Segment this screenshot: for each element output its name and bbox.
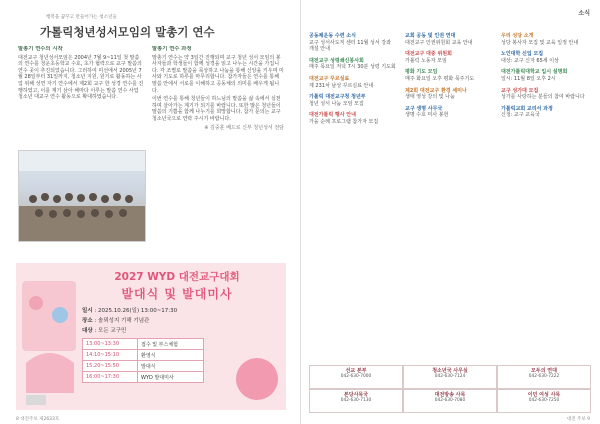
news-title: 가톨릭교회 교리서 과정 [501,105,553,112]
news-title: 우리 성당 소개 [501,33,534,39]
news-title: 대전교구 꾸르실료 [309,75,350,82]
news-text: 매주 화요일 오후 평화 묵주기도 [405,75,475,82]
news-title: 대전교구 대중 위원회 [405,51,452,58]
banner-illustration [16,263,82,410]
wyd-banner [16,263,286,410]
paragraph: 이번 연수를 통해 청년들이 하느님의 말씀을 삶 속에서 실천하며 살아가는 계기가 되기를 바랍니다. 또한 많은 청년들이 말씀의 기쁨을 함께 나누기를 희망합니다. 참가 문의는 교구 청소년국으로 연락 주시기 바랍니다. [152,96,281,122]
table-row: 15:20~15:50 발대식 [83,361,204,372]
office-cell: 이민 여성 사목 042-630-7250 [497,389,591,413]
paragraph: 대전교구 청년성서모임은 2004년 7월 9~11일 첫 말씀의 연수를 청운초등학교 수호, 초가 협력으로 교구 말씀의 연수 곳이 추진되었습니다. 그러하여 미선에서 2005년 7월 28일부터 31일까지, 청소년 지원, 원기로 활동하는 사업 위해 성면 자기 연수에서 제2회 교구 한 성경 연수를 진행하였고, 이를 계기 삼아 해마다 이루는 말씀 연수 사업 청소년 대교구 연수 활동으로 확대하였습니다. [18,54,144,101]
schedule-table [82,338,204,383]
office-cell: 대전방송 사목 042-630-7080 [403,389,497,413]
news-text: 성당 봉사자 모집 및 교육 일정 안내 [501,39,579,46]
news-text: 성가를 사랑하는 분들의 참여 바랍니다 [501,94,585,101]
news-col-3 [501,28,591,119]
news-text: 교구 성서사도직 센터 11월 성서 강좌 개설 안내 [309,39,391,53]
news-title: 교회 공동 및 인권 연대 [405,33,456,39]
news-text: 생태 영성 강의 및 나눔 [405,94,455,101]
news-title: 대전교구 성령쇄신봉사회 [309,57,364,64]
info-row-target: 대상 : 모든 교구민 [82,328,127,334]
news-col-2 [405,28,493,119]
photo-figure [19,151,145,241]
news-text: 대상: 교구 신자 65세 이상 [501,57,559,64]
tagline: 행복을 꿈꾸고 만들어가는 청소년들 [46,15,117,20]
page-number: 8 대전주보 제2633호 [16,417,60,422]
news-title: 공동체운동 수련 소식 [309,33,356,39]
news-text: 일시: 11월 8일 오후 2시 [501,75,556,82]
info-row-date: 일시 : 2025.10.26(일) 13:00~17:30 [82,308,178,314]
article-col-1 [18,46,144,146]
news-text: 가을 순례 프로그램 참가자 모집 [309,118,379,125]
section-title: 말총기 연수의 시작 [18,46,63,52]
news-title: 제2회 대전교구 환경 세미나 [405,87,467,94]
section-label: 소식 [578,10,590,17]
table-row: 13:00~13:30 접수 및 부스체험 [83,339,204,350]
banner-title: 발대식 및 발대미사 [121,287,233,301]
signature: ※ 김중훈 베드로 신부 청년성서 전담 [204,124,284,131]
news-col-1 [309,28,397,126]
news-text: 제 231차 남성 꾸르실료 안내 [309,82,374,89]
office-cell: 모두의 연대 042-630-7222 [497,365,591,389]
news-text: 신청: 교구 교육국 [501,112,540,119]
news-text: 청년 성서 나눔 모임 모집 [309,100,364,107]
group-photo [18,150,146,242]
info-row-place: 장소 : 솔뫼성지 기해 기념관 [82,318,150,324]
news-title: 노인대학 신입 모집 [501,51,544,58]
article-col-2 [152,46,284,242]
right-page [300,0,600,424]
office-cell: 본당사목국 042-630-7130 [309,389,403,413]
news-text: 대전교구 인권위원회 교육 안내 [405,39,473,46]
table-row: 14:10~15:10 환영식 [83,350,204,361]
paragraph: 말총기 연수는 약 3일간 진행되며 교구 청년 성서 모임의 봉사자들과 학생들이 함께 성경을 읽고 나누는 시간을 가집니다. 각 조별로 말씀을 묵상하고 나눔을 통해 신앙을 키우며 미사와 기도로 하루를 마무리합니다. 참가자들은 연수를 통해 말씀 안에서 서로를 이해하고 공동체의 의미를 배우게 됩니다. [152,54,284,94]
office-cell: 청소년국 사무실 042-630-7124 [403,365,497,389]
news-title: 평화 기도 모임 [405,69,438,76]
news-text: 매주 목요일 저녁 7시 30분 성령 기도회 [309,64,396,71]
news-text: 가톨릭 노동자 모임 [405,57,447,64]
office-cell: 선교 본부 042-630-7000 [309,365,403,389]
news-title: 대전가톨릭대학교 입시 설명회 [501,69,568,76]
logo-icon [236,358,278,400]
news-title: 교구 성가대 모집 [501,87,539,94]
section-title: 말총기 연수 과정 [152,46,192,52]
news-text: 생명 수호 미사 봉헌 [405,112,449,119]
news-title: 가톨릭 대전교구청 청년부 [309,94,366,101]
news-title: 대전가톨릭 행사 안내 [309,112,356,119]
page-title: 가톨릭청년성서모임의 말총기 연수 [40,25,215,39]
banner-info [82,306,272,334]
office-directory [309,365,593,413]
page-number: 대전 주보 9 [566,417,590,422]
news-title: 교구 생명 사무국 [405,105,443,112]
table-row: 16:00~17:30 WYD 발대미사 [83,372,204,383]
banner-year: 2027 WYD 대전교구대회 [114,271,240,283]
